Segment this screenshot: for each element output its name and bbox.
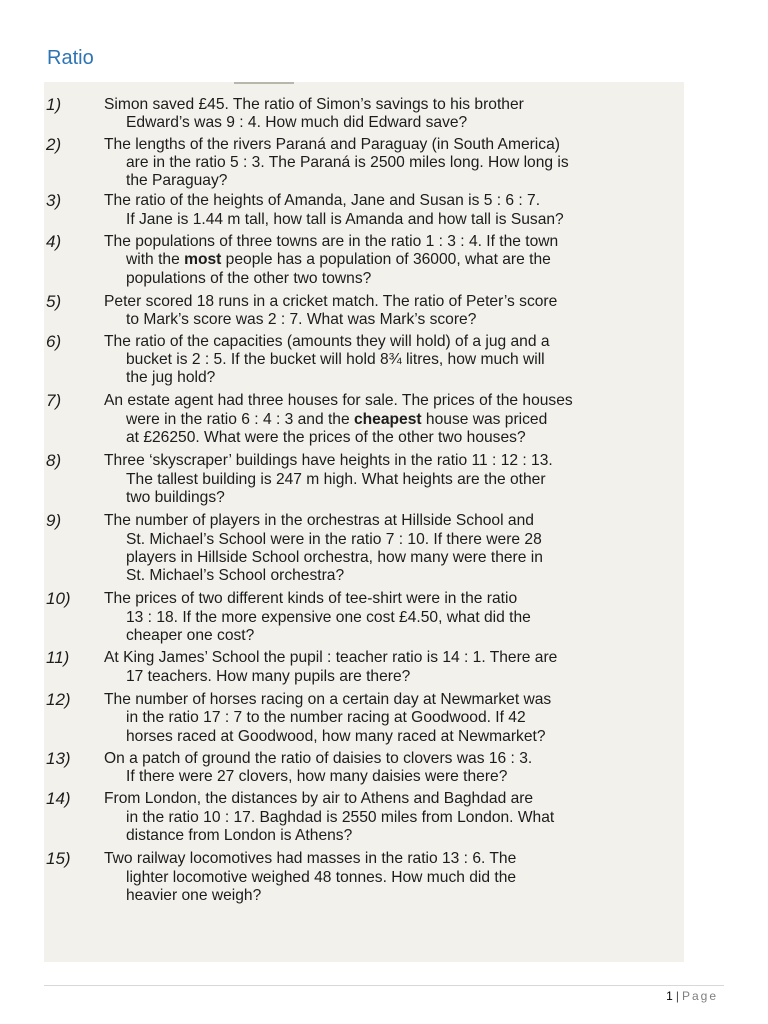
problem-text-line: at £26250. What were the prices of the other two houses? [126,429,526,447]
problem-number: 13) [46,748,71,768]
problem-number: 1) [46,95,62,114]
problem-text-line: distance from London is Athens? [126,826,353,844]
problem-text-line: the jug hold? [126,369,216,387]
problem-text-line: From London, the distances by air to Athens and Baghdad are [104,790,534,808]
problem-text-line: in the ratio 10 : 17. Baghdad is 2550 miles from London. What [126,808,555,826]
problem-number: 6) [46,331,62,351]
problem-number: 3) [46,191,62,211]
problem-item [44,512,684,585]
problem-text-line: Three ‘skyscraper’ buildings have heights in the ratio 11 : 12 : 13. [104,452,553,470]
problem-number: 12) [46,689,71,709]
problem-text-line: The populations of three towns are in the ratio 1 : 3 : 4. If the town [104,233,559,251]
problem-item [44,392,684,447]
problem-text-line: At King James’ School the pupil : teacher ratio is 14 : 1. There are [104,649,558,667]
problem-text-line: The ratio of the capacities (amounts they will hold) of a jug and a [104,332,550,350]
problem-number: 11) [46,648,70,668]
problem-text-line: players in Hillside School orchestra, how many were there in [126,548,543,566]
problem-number: 14) [46,789,71,809]
problem-item [44,293,684,330]
problem-text-line: with the most people has a population of 36000, what are the [126,251,551,269]
problem-number: 15) [46,849,71,869]
problem-text-line: heavier one weigh? [126,886,262,904]
problem-text-line: to Mark’s score was 2 : 7. What was Mark’s score? [126,311,477,329]
problem-item [44,233,684,288]
problem-text-line: An estate agent had three houses for sale. The prices of the houses [104,392,573,410]
problem-item [44,850,684,905]
problem-text-line: Simon saved £45. The ratio of Simon’s savings to his brother [104,96,524,113]
page-number: 1 [666,989,673,1003]
problem-text-line: The number of players in the orchestras at Hillside School and [104,512,534,530]
problem-item [44,333,684,388]
problem-item [44,96,684,133]
problem-item [44,452,684,507]
problem-text-line: 17 teachers. How many pupils are there? [126,667,411,685]
problem-number: 8) [46,451,62,471]
problem-text-line: If Jane is 1.44 m tall, how tall is Amanda and how tall is Susan? [126,210,564,228]
problem-text-line: horses raced at Goodwood, how many raced at Newmarket? [126,727,546,745]
problem-text-line: were in the ratio 6 : 4 : 3 and the cheapest house was priced [126,410,548,428]
problem-item [44,590,684,645]
problem-text-line: Peter scored 18 runs in a cricket match. The ratio of Peter’s score [104,292,558,310]
problem-item [44,691,684,746]
problem-text-line: in the ratio 17 : 7 to the number racing at Goodwood. If 42 [126,709,526,727]
problem-text-line: The ratio of the heights of Amanda, Jane and Susan is 5 : 6 : 7. [104,192,541,210]
problem-number: 4) [46,232,62,252]
problem-text-line: bucket is 2 : 5. If the bucket will hold 8¾ litres, how much will [126,350,545,368]
problem-text-line: two buildings? [126,488,225,506]
problem-text-line: are in the ratio 5 : 3. The Paraná is 2500 miles long. How long is [126,153,569,171]
problem-text-line: 13 : 18. If the more expensive one cost £4.50, what did the [126,608,531,626]
page-label: Page [681,989,718,1003]
problem-text-line: Edward’s was 9 : 4. How much did Edward save? [126,114,468,132]
problem-text-line: populations of the other two towns? [126,269,372,287]
problem-text-line: Two railway locomotives had masses in the ratio 13 : 6. The [104,850,517,868]
scan-mark [234,82,294,84]
page-title: Ratio [47,47,94,69]
page-footer [666,989,718,1003]
footer-divider [44,985,724,986]
problem-number: 9) [46,511,62,531]
problem-text-line: St. Michael’s School orchestra? [126,567,345,585]
problem-text-line: If there were 27 clovers, how many daisies were there? [126,768,508,786]
problem-number: 5) [46,291,62,311]
problem-text-line: cheaper one cost? [126,627,255,645]
problem-text-line: On a patch of ground the ratio of daisies to clovers was 16 : 3. [104,749,533,767]
problem-number: 7) [46,391,62,411]
problem-number: 10) [46,589,71,609]
problem-text-line: lighter locomotive weighed 48 tonnes. How much did the [126,868,517,886]
problem-item [44,649,684,686]
problem-text-line: The lengths of the rivers Paraná and Paraguay (in South America) [104,135,560,153]
problem-text-line: The prices of two different kinds of tee-shirt were in the ratio [104,590,518,608]
problem-item [44,750,684,787]
problem-text-line: The number of horses racing on a certain day at Newmarket was [104,690,552,708]
scanned-worksheet [44,82,684,962]
problem-item [44,790,684,845]
problem-number: 2) [46,134,62,154]
problem-text-line: The tallest building is 247 m high. What heights are the other [126,470,546,488]
footer-separator: | [675,989,679,1003]
problem-text-line: St. Michael’s School were in the ratio 7 : 10. If there were 28 [126,530,542,548]
problem-item [44,192,684,229]
problem-text-line: the Paraguay? [126,172,228,190]
problem-item [44,136,684,191]
problem-list [44,96,684,905]
